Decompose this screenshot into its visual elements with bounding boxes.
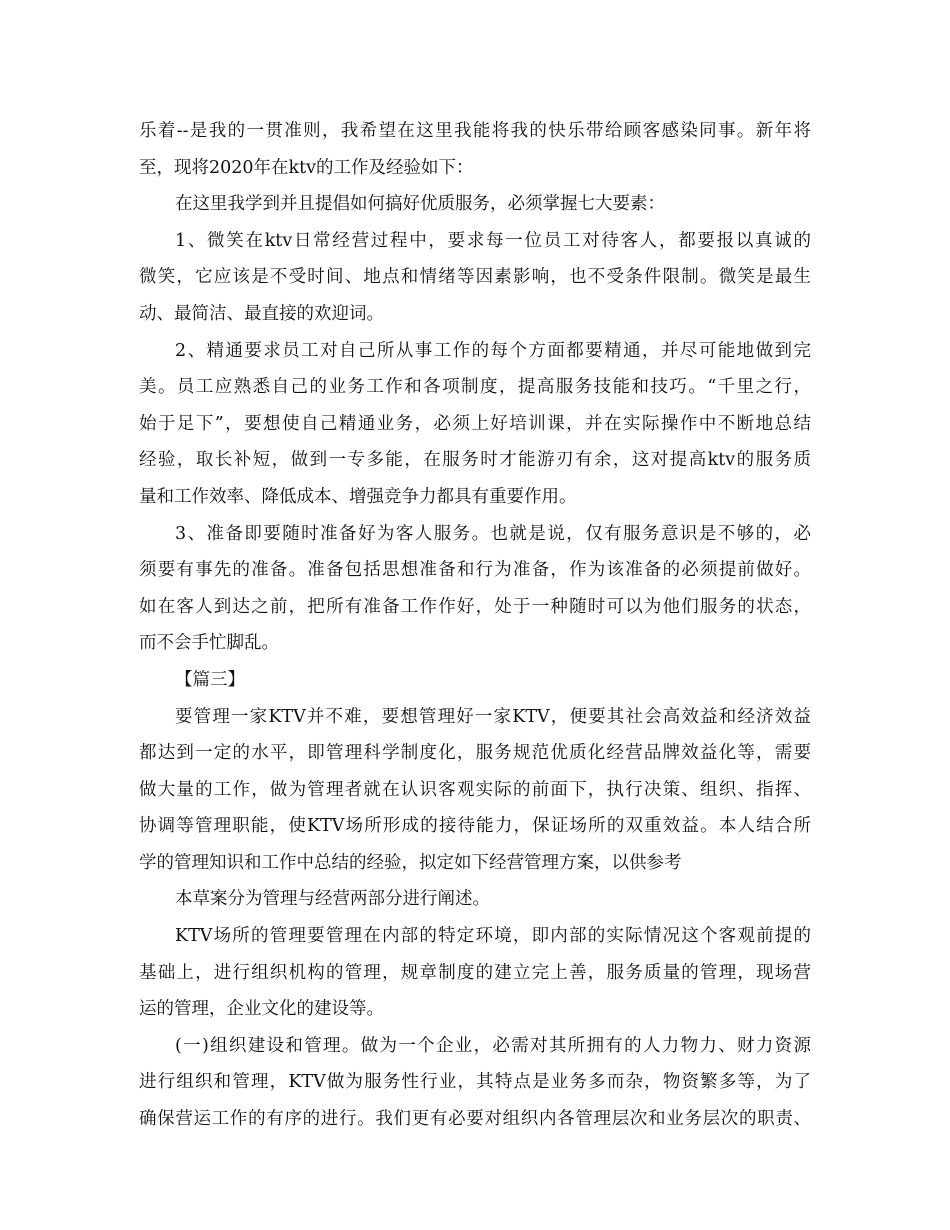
text-line: 乐着--是我的一贯准则，我希望在这里我能将我的快乐带给顾客感染同事。新年将 xyxy=(139,121,811,141)
paragraph-first-line: 1、微笑在ktv日常经营过程中，要求每一位员工对待客人，都要报以真诚的 xyxy=(175,230,811,251)
paragraph-first-line: 在这里我学到并且提倡如何搞好优质服务，必须掌握七大要素： xyxy=(175,194,665,215)
paragraph-first-line: KTV场所的管理要管理在内部的特定环境，即内部的实际情况这个客观前提的 xyxy=(175,926,811,947)
text-line: 进行组织和管理，KTV做为服务性行业，其特点是业务多而杂，物资繁多等，为了 xyxy=(139,1072,811,1093)
paragraph-first-line: 3、准备即要随时准备好为客人服务。也就是说，仅有服务意识是不够的，必 xyxy=(175,523,811,544)
text-line: 运的管理，企业文化的建设等。 xyxy=(139,999,384,1020)
text-line: 如在客人到达之前，把所有准备工作作好，处于一种随时可以为他们服务的状态， xyxy=(139,596,811,617)
text-line: 学的管理知识和工作中总结的经验，拟定如下经营管理方案，以供参考 xyxy=(139,852,682,873)
text-line: 始于足下”，要想使自己精通业务，必须上好培训课，并在实际操作中不断地总结 xyxy=(139,413,811,434)
text-line: 都达到一定的水平，即管理科学制度化，服务规范优质化经营品牌效益化等，需要 xyxy=(139,743,811,764)
text-line: 基础上，进行组织机构的管理，规章制度的建立完上善，服务质量的管理，现场营 xyxy=(139,962,811,983)
document-body xyxy=(139,113,811,1138)
text-line: 动、最简洁、最直接的欢迎词。 xyxy=(139,303,384,324)
paragraph-first-line: 要管理一家KTV并不难，要想管理好一家KTV，便要其社会高效益和经济效益 xyxy=(175,706,811,727)
paragraph-first-line: 本草案分为管理与经营两部分进行阐述。 xyxy=(175,889,490,910)
text-line: 须要有事先的准备。准备包括思想准备和行为准备，作为该准备的必须提前做好。 xyxy=(139,560,811,581)
text-line: 协调等管理职能，使KTV场所形成的接待能力，保证场所的双重效益。本人结合所 xyxy=(139,816,811,837)
paragraph-first-line: (一)组织建设和管理。做为一个企业，必需对其所拥有的人力物力、财力资源 xyxy=(175,1035,811,1056)
text-line: 微笑，它应该是不受时间、地点和情绪等因素影响，也不受条件限制。微笑是最生 xyxy=(139,267,811,288)
text-line: 量和工作效率、降低成本、增强竞争力都具有重要作用。 xyxy=(139,486,577,507)
section-heading: 【篇三】 xyxy=(175,669,245,690)
text-line: 做大量的工作，做为管理者就在认识客观实际的前面下，执行决策、组织、指挥、 xyxy=(139,779,811,800)
text-line: 美。员工应熟悉自己的业务工作和各项制度，提高服务技能和技巧。“千里之行， xyxy=(139,377,811,398)
text-line: 经验，取长补短，做到一专多能，在服务时才能游刃有余，这对提高ktv的服务质 xyxy=(139,450,811,471)
paragraph-first-line: 2、精通要求员工对自己所从事工作的每个方面都要精通，并尽可能地做到完 xyxy=(175,340,811,361)
text-line: 而不会手忙脚乱。 xyxy=(139,633,279,654)
text-line: 确保营运工作的有序的进行。我们更有必要对组织内各管理层次和业务层次的职责、 xyxy=(139,1109,811,1130)
text-line: 至，现将2020年在ktv的工作及经验如下： xyxy=(139,157,474,178)
